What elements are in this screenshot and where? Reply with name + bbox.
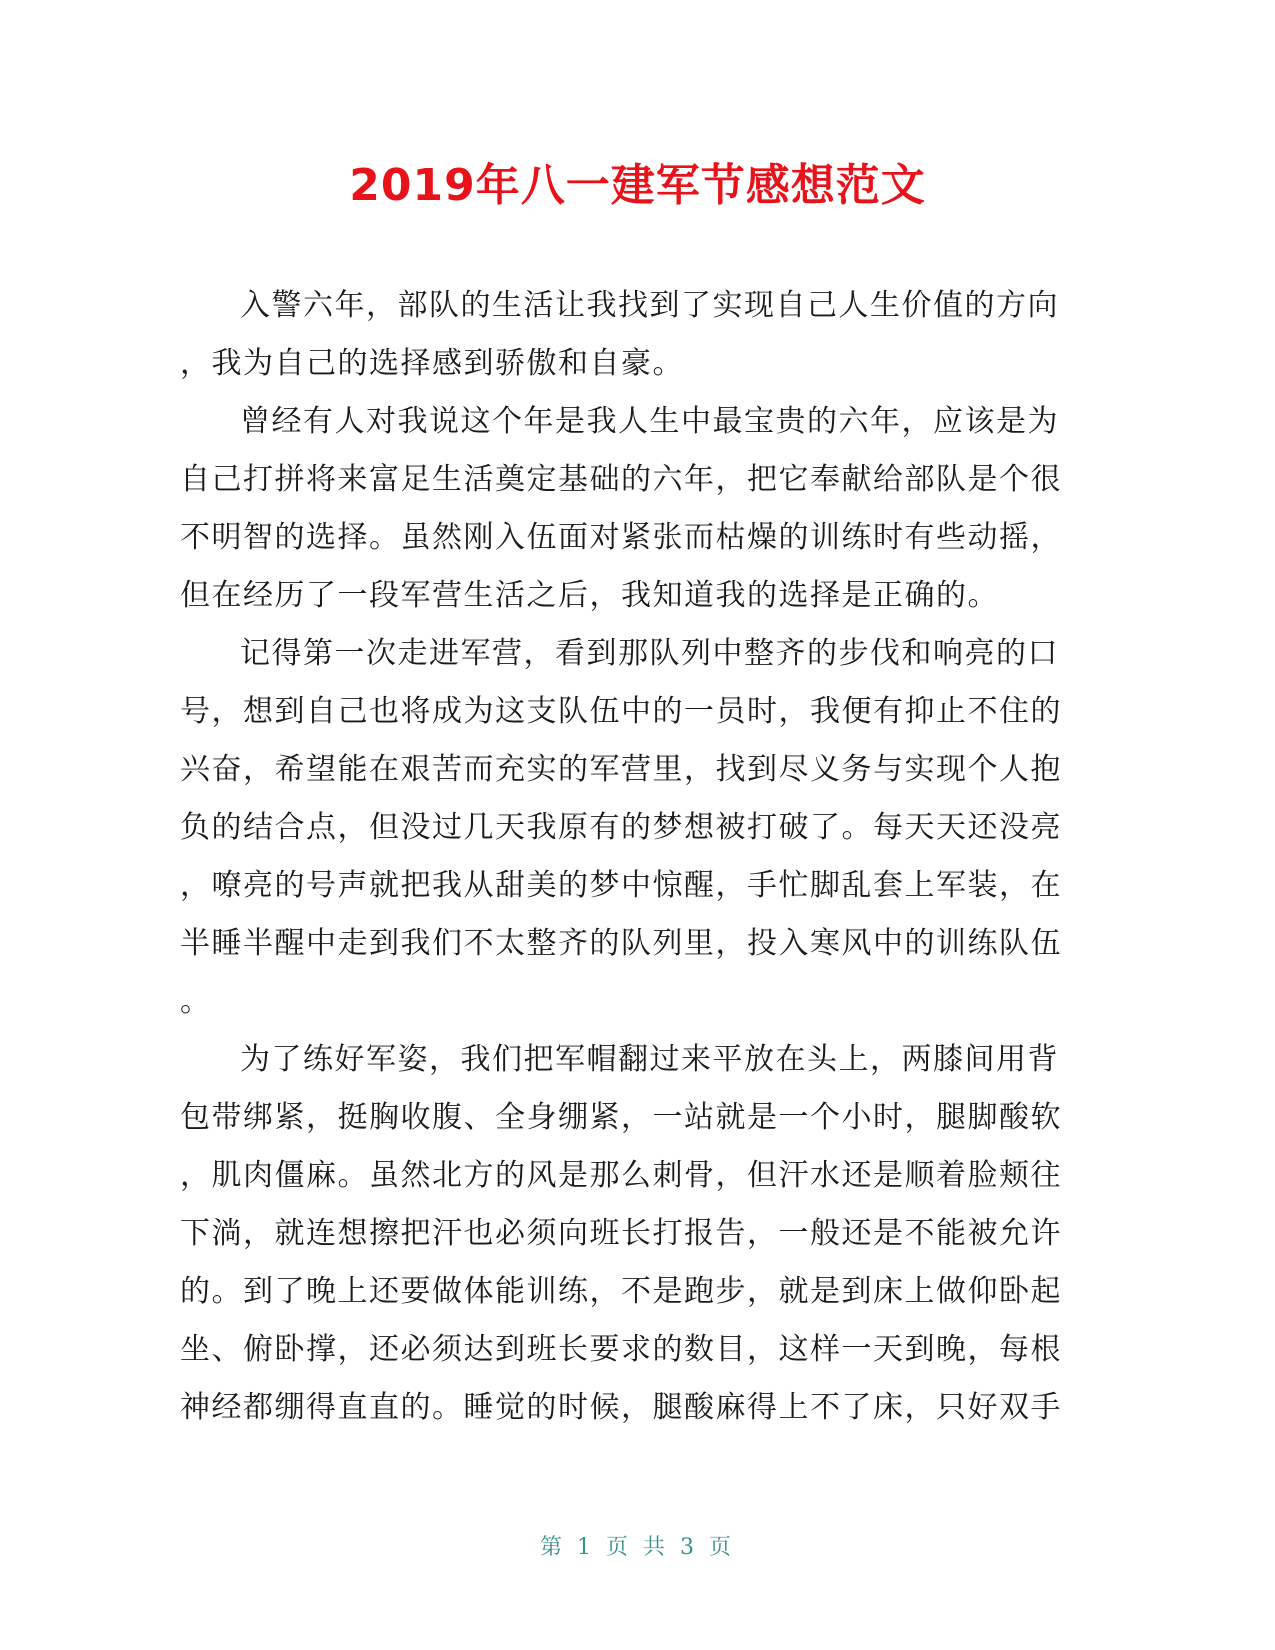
paragraph-3-line-1: 记得第一次走进军营，看到那队列中整齐的步伐和响亮的口 [240, 636, 1059, 671]
paragraph-4-line-6: 坐、俯卧撑，还必须达到班长要求的数目，这样一天到晚，每根 [180, 1332, 1062, 1367]
paragraph-3-line-2: 号，想到自己也将成为这支队伍中的一员时，我便有抑止不住的 [180, 694, 1062, 729]
page-number-footer: 第 1 页 共 3 页 [540, 1535, 735, 1560]
paragraph-4-line-2: 包带绑紧，挺胸收腹、全身绷紧，一站就是一个小时，腿脚酸软 [180, 1100, 1062, 1135]
paragraph-3-line-5: ，嘹亮的号声就把我从甜美的梦中惊醒，手忙脚乱套上军装，在 [180, 868, 1062, 903]
paragraph-2-line-1: 曾经有人对我说这个年是我人生中最宝贵的六年，应该是为 [240, 404, 1059, 439]
paragraph-4-line-3: ，肌肉僵麻。虽然北方的风是那么刺骨，但汗水还是顺着脸颊往 [180, 1158, 1062, 1193]
paragraph-3-line-6: 半睡半醒中走到我们不太整齐的队列里，投入寒风中的训练队伍 [180, 926, 1062, 961]
paragraph-4-line-5: 的。到了晚上还要做体能训练，不是跑步，就是到床上做仰卧起 [180, 1274, 1062, 1309]
paragraph-2-line-2: 自己打拼将来富足生活奠定基础的六年，把它奉献给部队是个很 [180, 462, 1062, 497]
paragraph-2-line-3: 不明智的选择。虽然刚入伍面对紧张而枯燥的训练时有些动摇， [180, 520, 1062, 555]
paragraph-4-line-7: 神经都绷得直直的。睡觉的时候，腿酸麻得上不了床，只好双手 [180, 1390, 1062, 1425]
paragraph-2-line-4: 但在经历了一段军营生活之后，我知道我的选择是正确的。 [180, 578, 999, 613]
paragraph-3-line-7: 。 [180, 984, 212, 1019]
paragraph-4-line-1: 为了练好军姿，我们把军帽翻过来平放在头上，两膝间用背 [240, 1042, 1059, 1077]
paragraph-3-line-4: 负的结合点，但没过几天我原有的梦想被打破了。每天天还没亮 [180, 810, 1062, 845]
paragraph-1-line-1: 入警六年，部队的生活让我找到了实现自己人生价值的方向 [240, 288, 1059, 323]
paragraph-3-line-3: 兴奋，希望能在艰苦而充实的军营里，找到尽义务与实现个人抱 [180, 752, 1062, 787]
paragraph-4-line-4: 下淌，就连想擦把汗也必须向班长打报告，一般还是不能被允许 [180, 1216, 1062, 1251]
document-title: 2019年八一建军节感想范文 [349, 160, 926, 211]
paragraph-1-line-2: ，我为自己的选择感到骄傲和自豪。 [180, 346, 684, 381]
